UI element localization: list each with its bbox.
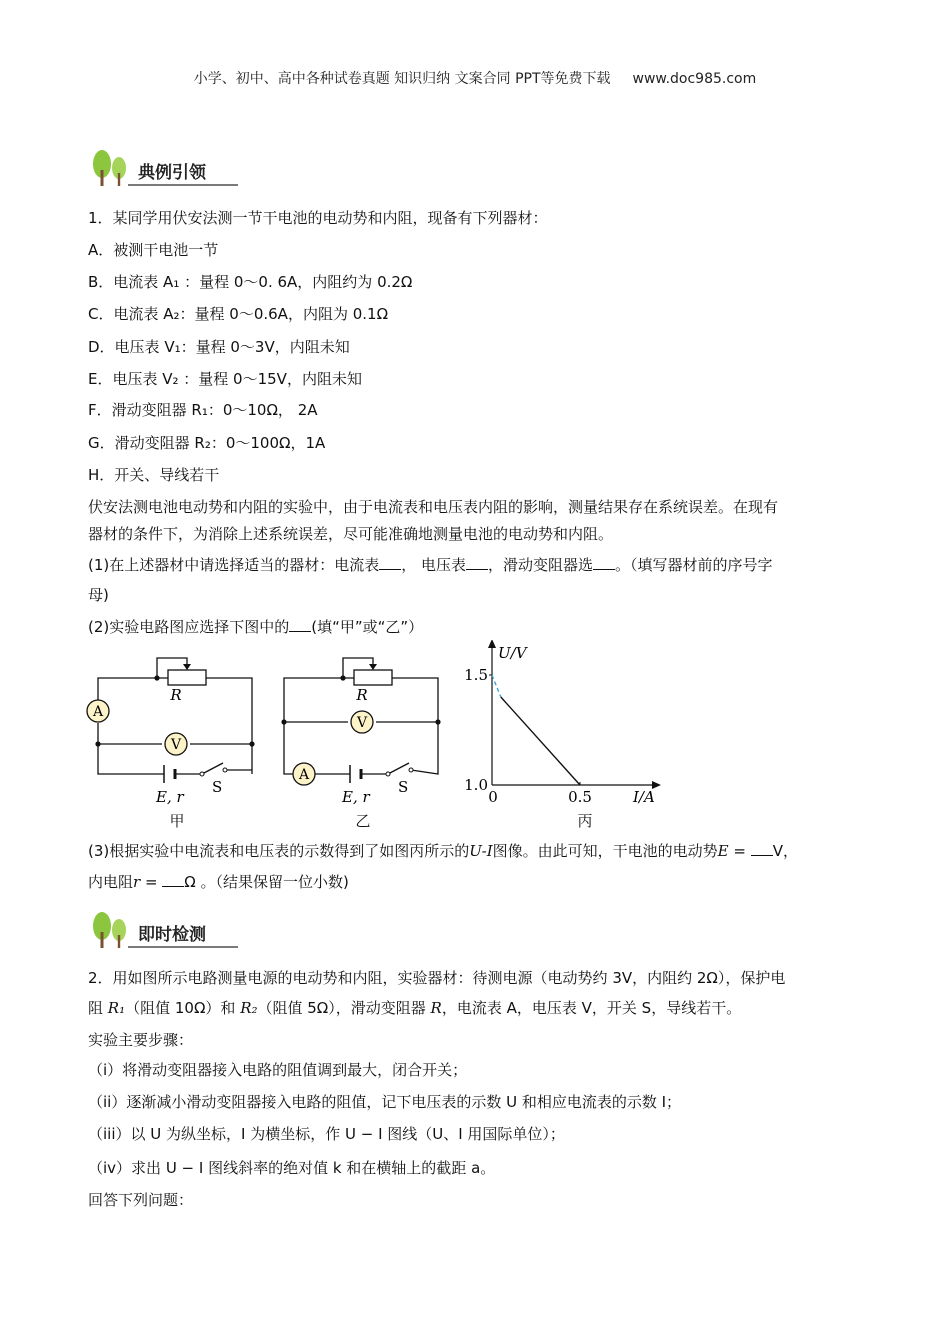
section-title: 即时检测: [138, 925, 206, 945]
blank-ammeter[interactable]: [379, 555, 401, 570]
source-label: E, r: [156, 788, 184, 806]
extrapolated-line: [492, 675, 501, 697]
q1-item-b: B．电流表 A₁ ：量程 0～0. 6A，内阻约为 0.2Ω: [88, 273, 413, 291]
blank-circuit-choice[interactable]: [289, 617, 311, 632]
y-axis-label: U/V: [498, 644, 527, 662]
caption-jia: 甲: [169, 812, 185, 830]
q1-sub3: (3)根据实验中电流表和电压表的示数得到了如图丙所示的U-I图像。由此可知，干电池的电动势E = V，: [88, 842, 798, 860]
q2-line-1: 2．用如图所示电路测量电源的电动势和内阻，实验器材：待测电源（电动势约 3V，内阻约 2Ω），保护电: [88, 969, 786, 987]
node-jia: [95, 741, 100, 746]
node-jia: [154, 675, 159, 680]
circuit-yi: [281, 658, 440, 830]
node-jia: [249, 741, 254, 746]
node-yi: [281, 719, 286, 724]
q1-item-a: A．被测干电池一节: [88, 241, 219, 259]
q1-stem: 1．某同学用伏安法测一节干电池的电动势和内阻，现备有下列器材：: [88, 209, 548, 227]
slider-arrow-jia: [183, 664, 191, 670]
q1-sub1: (1)在上述器材中请选择适当的器材：电流表 ， 电压表 ，滑动变阻器选 。（填写器材前的序号字: [88, 556, 773, 574]
switch-contact: [200, 772, 204, 776]
y-axis-arrow: [488, 640, 496, 648]
x-tick-label: 0: [488, 788, 498, 806]
page-header: [0, 68, 950, 88]
q1-item-f: F．滑动变阻器 R₁：0～10Ω， 2A: [88, 401, 318, 419]
blank-emf[interactable]: [751, 841, 773, 856]
q1-item-e: E．电压表 V₂ ：量程 0～15V，内阻未知: [88, 370, 362, 388]
blank-rheostat[interactable]: [593, 555, 615, 570]
x-tick-label: 0.5: [568, 788, 592, 806]
resistor-R-jia: [168, 670, 206, 685]
q1-item-d: D．电压表 V₁：量程 0～3V，内阻未知: [88, 338, 350, 356]
section-underline: [128, 184, 238, 186]
q1-para-2: 器材的条件下，为消除上述系统误差，尽可能准确地测量电池的电动势和内阻。: [88, 525, 614, 543]
caption-bing: 丙: [577, 812, 593, 830]
q2-line-2: 阻 R₁（阻值 10Ω）和 R₂（阻值 5Ω），滑动变阻器 R，电流表 A，电压表 V，开关 S，导线若干。: [88, 999, 742, 1017]
section-underline: [128, 946, 238, 948]
tree-icon: [88, 910, 136, 950]
resistor-label: R: [356, 686, 368, 704]
data-line: [501, 697, 580, 785]
header-text: 小学、初中、高中各种试卷真题 知识归纳 文案合同 PPT等免费下载: [193, 71, 611, 87]
q1-sub3-cont: 内电阻r = Ω 。（结果保留一位小数): [88, 873, 349, 891]
tree-icon: [88, 148, 136, 188]
q2-step-3: （iii）以 U 为纵坐标，I 为横坐标，作 U − I 图线（U、I 用国际单位）；: [88, 1125, 565, 1143]
q1-item-g: G．滑动变阻器 R₂：0～100Ω，1A: [88, 434, 326, 452]
header-url[interactable]: www.doc985.com: [632, 71, 757, 87]
blank-internal-resistance[interactable]: [162, 872, 184, 887]
resistor-label: R: [170, 686, 182, 704]
switch-contact: [386, 772, 390, 776]
q1-item-c: C．电流表 A₂：量程 0～0.6A，内阻为 0.1Ω: [88, 305, 389, 323]
voltmeter-label: V: [170, 737, 182, 753]
section-banner-examples: [88, 148, 238, 188]
switch-contact: [409, 768, 413, 772]
section-banner-check: [88, 910, 238, 950]
blank-voltmeter[interactable]: [466, 555, 488, 570]
switch-label: S: [398, 778, 409, 796]
y-tick-label: 1.0: [464, 776, 488, 794]
ammeter-label: A: [92, 704, 104, 720]
caption-yi: 乙: [355, 812, 371, 830]
graph-bing: [464, 640, 661, 830]
q2-step-2: （ii）逐渐减小滑动变阻器接入电路的阻值，记下电压表的示数 U 和相应电流表的示数 I；: [88, 1093, 682, 1111]
q1-sub1-cont: 母): [88, 586, 109, 604]
q2-step-4: （iv）求出 U − I 图线斜率的绝对值 k 和在横轴上的截距 a。: [88, 1159, 496, 1177]
node-yi: [340, 675, 345, 680]
switch-label: S: [212, 778, 223, 796]
slider-arrow-yi: [369, 664, 377, 670]
q1-item-h: H．开关、导线若干: [88, 466, 220, 484]
q2-line-3: 实验主要步骤：: [88, 1031, 194, 1049]
resistor-R-yi: [354, 670, 392, 685]
q1-para-1: 伏安法测电池电动势和内阻的实验中，由于电流表和电压表内阻的影响，测量结果存在系统误差。在现有: [88, 498, 779, 516]
figures: [80, 640, 680, 840]
source-label: E, r: [342, 788, 370, 806]
voltmeter-label: V: [356, 715, 368, 731]
ammeter-label: A: [298, 767, 310, 783]
switch-contact: [223, 768, 227, 772]
q1-sub2: (2)实验电路图应选择下图中的 (填“甲”或“乙”）: [88, 618, 424, 636]
q2-step-1: （i）将滑动变阻器接入电路的阻值调到最大，闭合开关；: [88, 1061, 468, 1079]
section-title: 典例引领: [138, 163, 206, 183]
y-tick-label: 1.5: [464, 666, 488, 684]
q2-line-answer: 回答下列问题：: [88, 1191, 194, 1209]
node-yi: [435, 719, 440, 724]
x-axis-label: I/A: [633, 788, 655, 806]
